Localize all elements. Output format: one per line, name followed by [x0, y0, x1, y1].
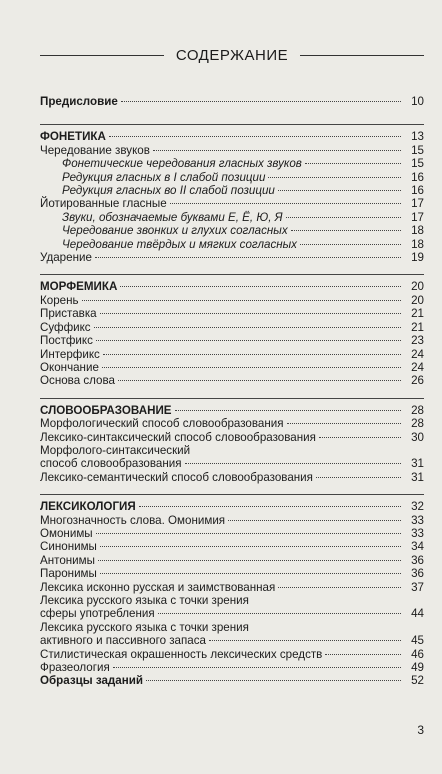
toc-heading-phonetics [40, 130, 424, 143]
toc-page: 17 [411, 197, 424, 211]
toc-page: 52 [411, 674, 424, 688]
toc-label: Лексико-синтаксический способ словообразования [40, 430, 316, 444]
toc-entry [40, 171, 424, 184]
dot-leader [153, 150, 401, 151]
toc-entry [40, 514, 424, 527]
toc-page: 30 [411, 430, 424, 444]
toc-label: Фразеология [40, 661, 110, 675]
toc-label: Редукция гласных во II слабой позиции [62, 184, 275, 198]
toc-label: Многозначность слова. Омонимия [40, 513, 226, 527]
toc-page: 33 [411, 526, 424, 540]
dot-leader [175, 410, 401, 411]
toc-page: 45 [411, 634, 424, 648]
title-row [40, 47, 424, 64]
toc-label: Омонимы [40, 526, 93, 540]
dot-leader [286, 217, 401, 218]
title-rule-right [300, 55, 424, 56]
toc-label: ФОНЕТИКА [40, 130, 106, 144]
toc-page: 21 [411, 307, 424, 321]
dot-leader [100, 546, 401, 547]
toc-entry [40, 294, 424, 307]
toc-entry [40, 594, 424, 607]
toc-entry [40, 211, 424, 224]
toc-page: 18 [411, 224, 424, 238]
toc-label: Чередование звуков [40, 143, 150, 157]
toc-entry [40, 374, 424, 387]
toc-label: Суффикс [40, 320, 91, 334]
toc-entry [40, 157, 424, 170]
section-divider [40, 494, 424, 495]
toc-label: Интерфикс [40, 347, 100, 361]
toc-page: 31 [411, 470, 424, 484]
toc-label: Морфологический способ словообразования [40, 417, 284, 431]
toc-entry [40, 457, 424, 470]
toc-entry [40, 540, 424, 553]
toc-label: Синонимы [40, 540, 97, 554]
toc-label: Окончание [40, 360, 99, 374]
toc-entry [40, 224, 424, 237]
toc-label: Паронимы [40, 567, 97, 581]
toc-entry [40, 648, 424, 661]
toc-label: СЛОВООБРАЗОВАНИЕ [40, 403, 172, 417]
dot-leader [325, 654, 401, 655]
toc-label: Чередование звонких и глухих согласных [62, 224, 288, 238]
toc-entry [40, 581, 424, 594]
dot-leader [209, 640, 401, 641]
dot-leader [146, 680, 401, 681]
dot-leader [121, 101, 401, 102]
toc-label: Чередование твёрдых и мягких согласных [62, 237, 297, 251]
toc-label: Корень [40, 293, 79, 307]
dot-leader [82, 300, 401, 301]
toc-entry-samples [40, 674, 424, 687]
dot-leader [300, 244, 401, 245]
toc-page: 31 [411, 457, 424, 471]
toc-entry [40, 621, 424, 634]
toc-label: Фонетические чередования гласных звуков [62, 157, 302, 171]
dot-leader [268, 177, 401, 178]
table-of-contents [40, 95, 424, 688]
toc-page: 20 [411, 280, 424, 294]
toc-entry [40, 144, 424, 157]
toc-label: Ударение [40, 251, 92, 265]
dot-leader [109, 136, 401, 137]
toc-entry [40, 348, 424, 361]
toc-label: способ словообразования [40, 457, 182, 471]
dot-leader [228, 520, 401, 521]
toc-page: 23 [411, 334, 424, 348]
toc-entry [40, 607, 424, 620]
toc-section-lexicology [40, 514, 424, 675]
toc-page: 36 [411, 553, 424, 567]
dot-leader [291, 230, 401, 231]
toc-page: 44 [411, 607, 424, 621]
toc-label: Лексика русского языка с точки зрения [40, 620, 249, 634]
toc-entry [40, 661, 424, 674]
toc-label: Постфикс [40, 334, 93, 348]
toc-page: 13 [411, 130, 424, 144]
toc-section-morphemics [40, 294, 424, 388]
toc-entry [40, 307, 424, 320]
toc-page: 24 [411, 347, 424, 361]
toc-section-wordformation [40, 417, 424, 484]
toc-page: 28 [411, 403, 424, 417]
toc-label: Основа слова [40, 374, 115, 388]
toc-entry [40, 431, 424, 444]
toc-entry [40, 444, 424, 457]
toc-page: 21 [411, 320, 424, 334]
toc-section-phonetics [40, 144, 424, 265]
toc-label: МОРФЕМИКА [40, 280, 118, 294]
dot-leader [113, 667, 401, 668]
toc-heading-morphemics [40, 280, 424, 293]
toc-page: 46 [411, 647, 424, 661]
title-rule-left [40, 55, 164, 56]
toc-entry [40, 567, 424, 580]
toc-label: Морфолого-синтаксический [40, 443, 191, 457]
dot-leader [287, 423, 402, 424]
page-number: 3 [417, 723, 424, 737]
dot-leader [118, 380, 401, 381]
toc-label: сферы употребления [40, 607, 155, 621]
toc-page: 37 [411, 580, 424, 594]
toc-page: 32 [411, 500, 424, 514]
toc-entry [40, 554, 424, 567]
page-title: СОДЕРЖАНИЕ [175, 47, 289, 64]
toc-entry [40, 361, 424, 374]
dot-leader [100, 313, 401, 314]
dot-leader [120, 286, 401, 287]
section-divider [40, 274, 424, 275]
dot-leader [139, 506, 401, 507]
toc-page: 20 [411, 293, 424, 307]
toc-entry [40, 527, 424, 540]
toc-label: Звуки, обозначаемые буквами Е, Ё, Ю, Я [62, 210, 283, 224]
toc-label: Йотированные гласные [40, 197, 167, 211]
dot-leader [98, 560, 401, 561]
toc-page: 34 [411, 540, 424, 554]
dot-leader [278, 190, 401, 191]
toc-page: 15 [411, 157, 424, 171]
toc-page: 16 [411, 170, 424, 184]
toc-entry [40, 251, 424, 264]
toc-page: 19 [411, 251, 424, 265]
toc-label: Образцы заданий [40, 674, 143, 688]
toc-label: Антонимы [40, 553, 95, 567]
dot-leader [100, 573, 401, 574]
dot-leader [95, 257, 401, 258]
toc-page: 28 [411, 417, 424, 431]
toc-page: 18 [411, 237, 424, 251]
toc-entry-preface [40, 95, 424, 108]
toc-label: Редукция гласных в I слабой позиции [62, 170, 266, 184]
toc-entry [40, 471, 424, 484]
dot-leader [170, 203, 401, 204]
toc-entry [40, 334, 424, 347]
toc-entry [40, 184, 424, 197]
toc-page: 49 [411, 661, 424, 675]
toc-entry [40, 634, 424, 647]
toc-label: Лексика исконно русская и заимствованная [40, 580, 276, 594]
toc-page: 33 [411, 513, 424, 527]
section-divider [40, 124, 424, 125]
toc-page: 10 [411, 95, 424, 108]
dot-leader [103, 354, 401, 355]
toc-page: 15 [411, 143, 424, 157]
toc-page: 16 [411, 184, 424, 198]
toc-label: Стилистическая окрашенность лексических средств [40, 647, 323, 661]
toc-label: Лексико-семантический способ словообразования [40, 470, 313, 484]
toc-label: Предисловие [40, 95, 118, 108]
dot-leader [316, 477, 401, 478]
toc-entry [40, 197, 424, 210]
dot-leader [96, 340, 401, 341]
toc-entry [40, 238, 424, 251]
toc-label: ЛЕКСИКОЛОГИЯ [40, 500, 136, 514]
toc-page: 36 [411, 567, 424, 581]
dot-leader [94, 327, 401, 328]
toc-heading-lexicology [40, 500, 424, 513]
toc-entry [40, 321, 424, 334]
toc-page: 26 [411, 374, 424, 388]
dot-leader [102, 367, 401, 368]
dot-leader [158, 613, 401, 614]
dot-leader [185, 463, 402, 464]
toc-entry [40, 417, 424, 430]
toc-label: Лексика русского языка с точки зрения [40, 594, 249, 607]
toc-label: Приставка [40, 307, 97, 321]
toc-page: 24 [411, 360, 424, 374]
toc-page: 17 [411, 210, 424, 224]
dot-leader [319, 437, 401, 438]
dot-leader [96, 533, 401, 534]
section-divider [40, 398, 424, 399]
toc-heading-wordformation [40, 404, 424, 417]
toc-label: активного и пассивного запаса [40, 634, 206, 648]
dot-leader [278, 587, 401, 588]
dot-leader [305, 163, 401, 164]
